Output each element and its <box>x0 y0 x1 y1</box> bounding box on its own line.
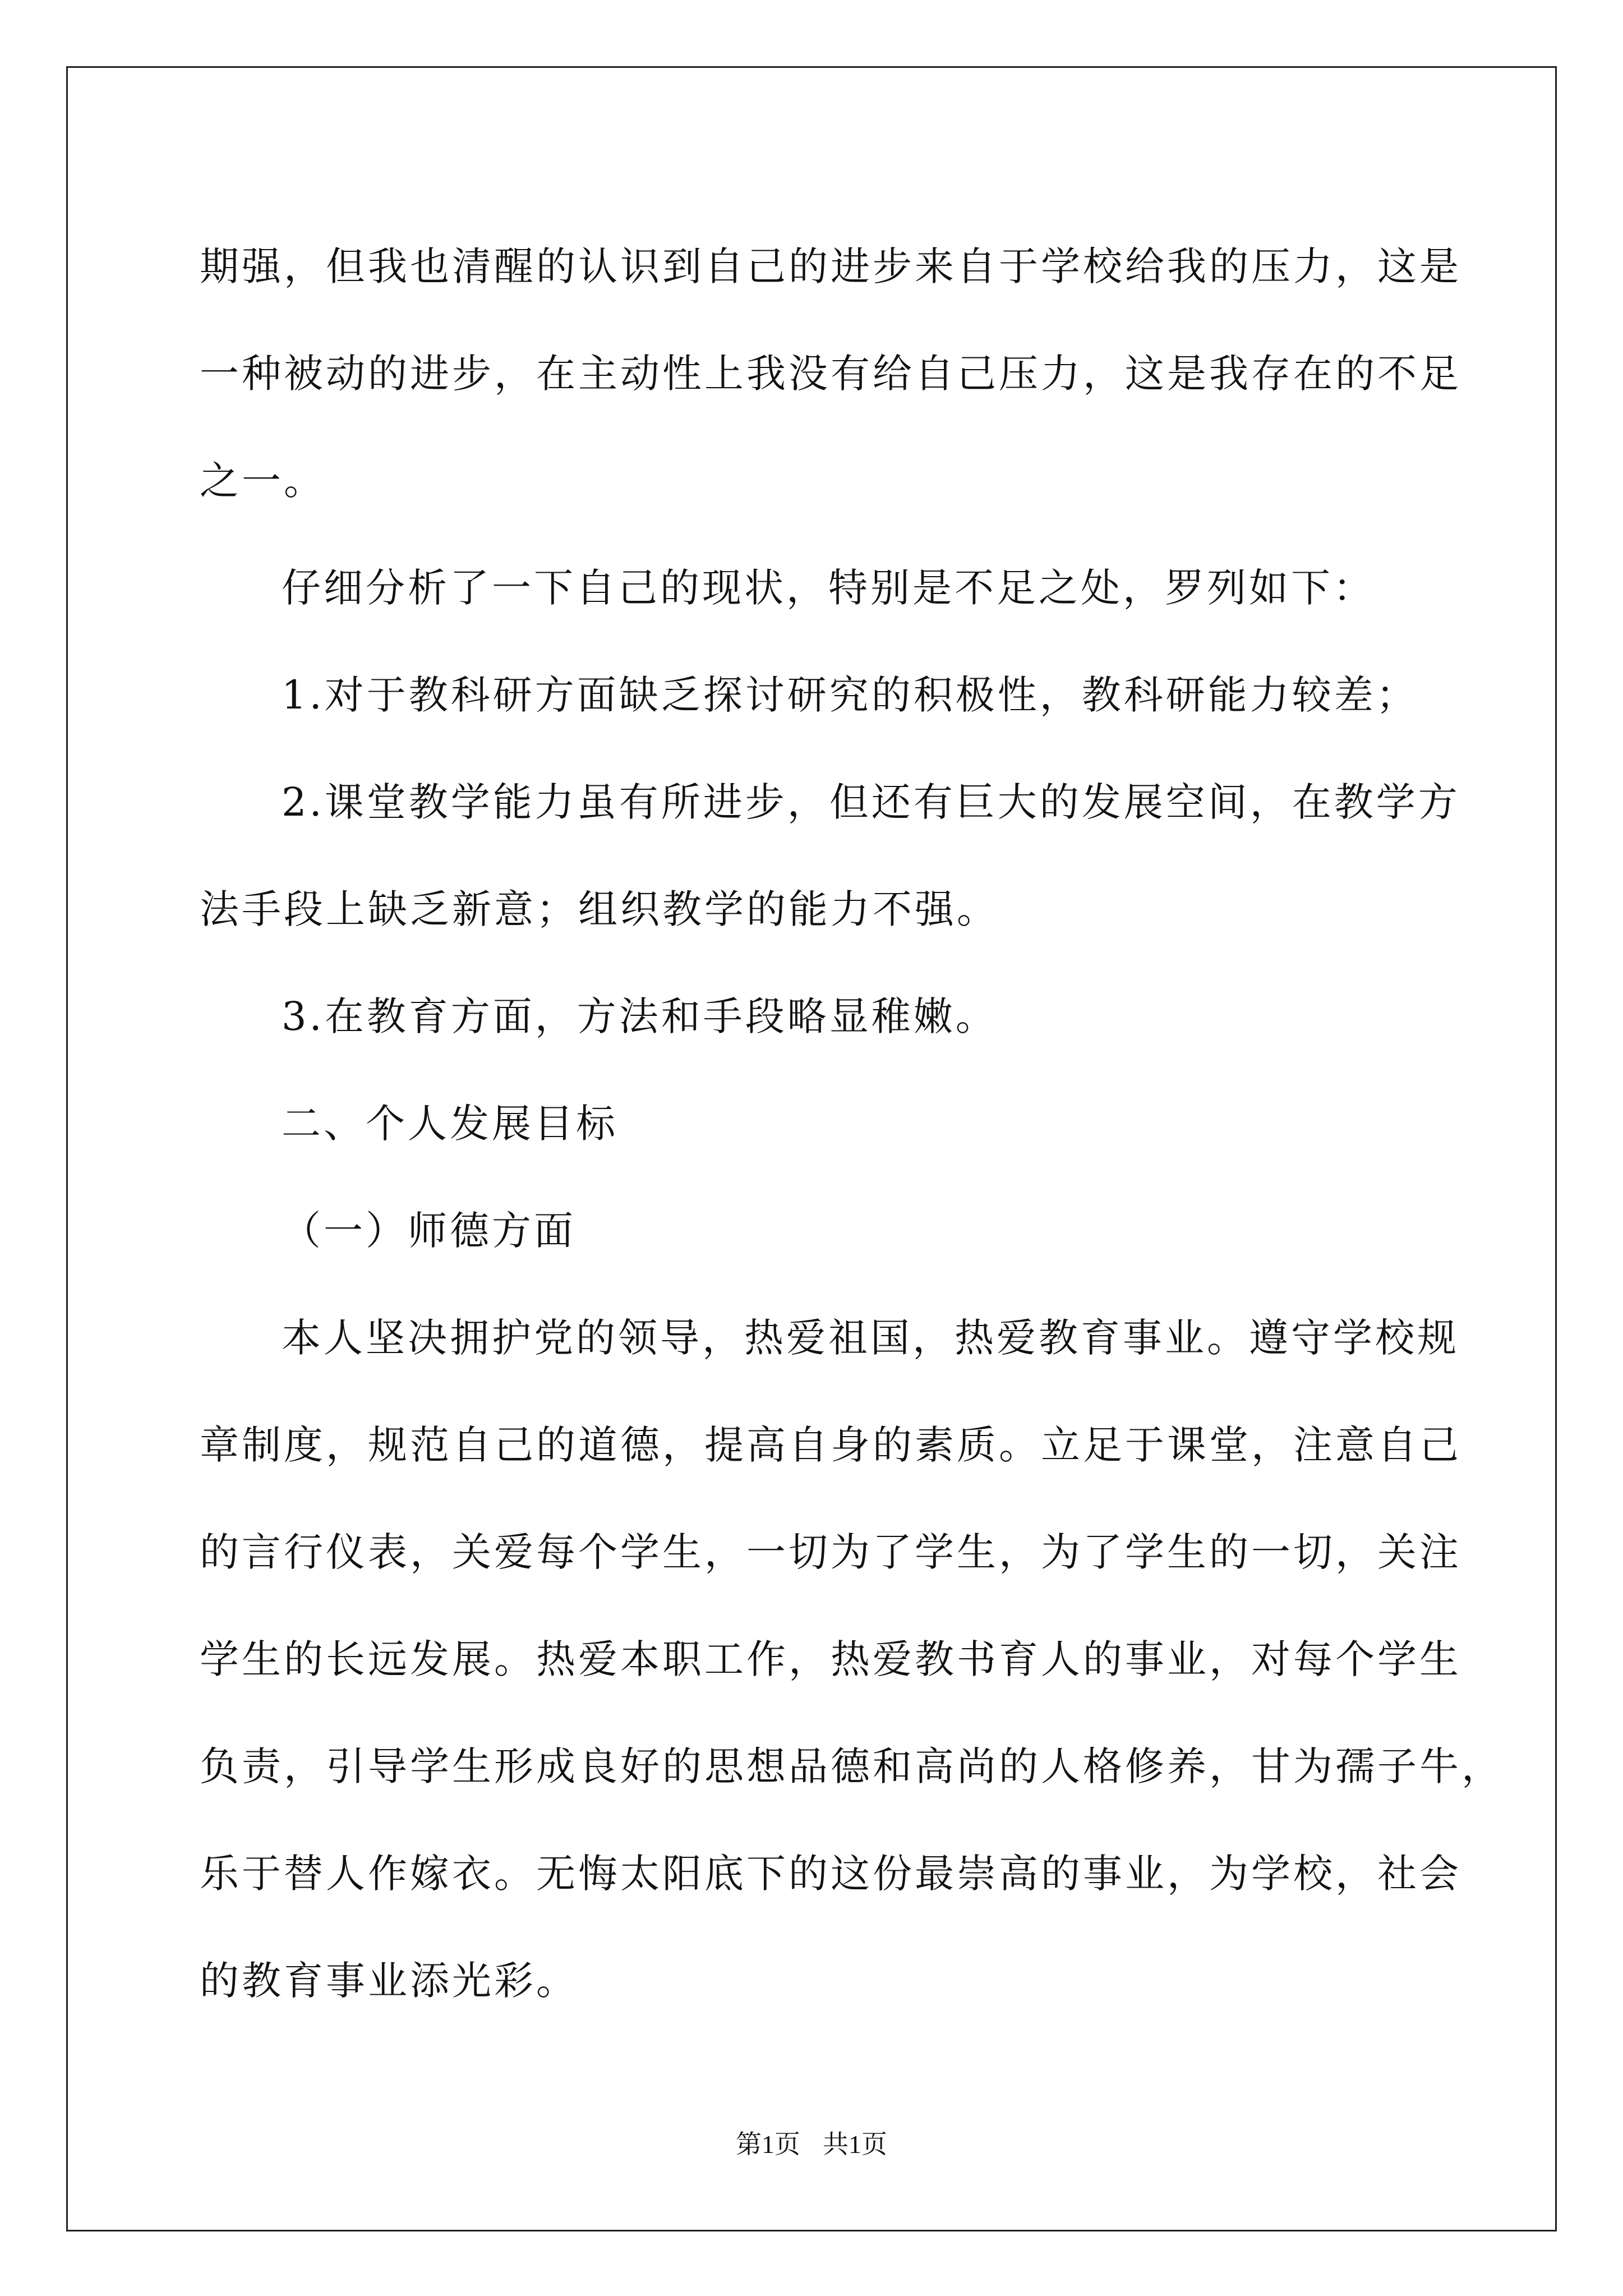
document-body <box>200 213 1504 2035</box>
page-footer <box>0 2124 1623 2161</box>
page-total: 共1页 <box>823 2130 887 2159</box>
text-line: 法手段上缺乏新意；组织教学的能力不强。 <box>200 886 999 932</box>
text-line: 章制度，规范自己的道德，提高自身的素质。立足于课堂，注意自己 <box>200 1422 1461 1468</box>
text-line: 之一。 <box>200 458 326 504</box>
text-line: 本人坚决拥护党的领导，热爱祖国，热爱教育事业。遵守学校规 <box>282 1315 1459 1361</box>
text-line: 一种被动的进步，在主动性上我没有给自己压力，这是我存在的不足 <box>200 351 1461 397</box>
text-line: 的教育事业添光彩。 <box>200 1958 578 2004</box>
list-item-1: 1.对于教科研方面缺乏探讨研究的积极性，教科研能力较差； <box>282 672 1418 718</box>
text-line: 学生的长远发展。热爱本职工作，热爱教书育人的事业，对每个学生 <box>200 1636 1461 1682</box>
section-heading: 二、个人发展目标 <box>282 1101 618 1147</box>
page-number: 第1页 <box>736 2130 800 2159</box>
list-item-3: 3.在教育方面，方法和手段略显稚嫩。 <box>282 993 998 1039</box>
list-item-2: 2.课堂教学能力虽有所进步，但还有巨大的发展空间，在教学方 <box>282 779 1460 825</box>
text-line: 乐于替人作嫁衣。无悔太阳底下的这份最崇高的事业，为学校，社会 <box>200 1851 1461 1897</box>
text-line: 负责，引导学生形成良好的思想品德和高尚的人格修养，甘为孺子牛， <box>200 1743 1504 1789</box>
text-line: 仔细分析了一下自己的现状，特别是不足之处，罗列如下： <box>282 565 1375 611</box>
subsection-heading: （一）师德方面 <box>282 1208 576 1254</box>
text-line: 的言行仪表，关爱每个学生，一切为了学生，为了学生的一切，关注 <box>200 1529 1461 1575</box>
text-line: 期强，但我也清醒的认识到自己的进步来自于学校给我的压力，这是 <box>200 243 1461 289</box>
